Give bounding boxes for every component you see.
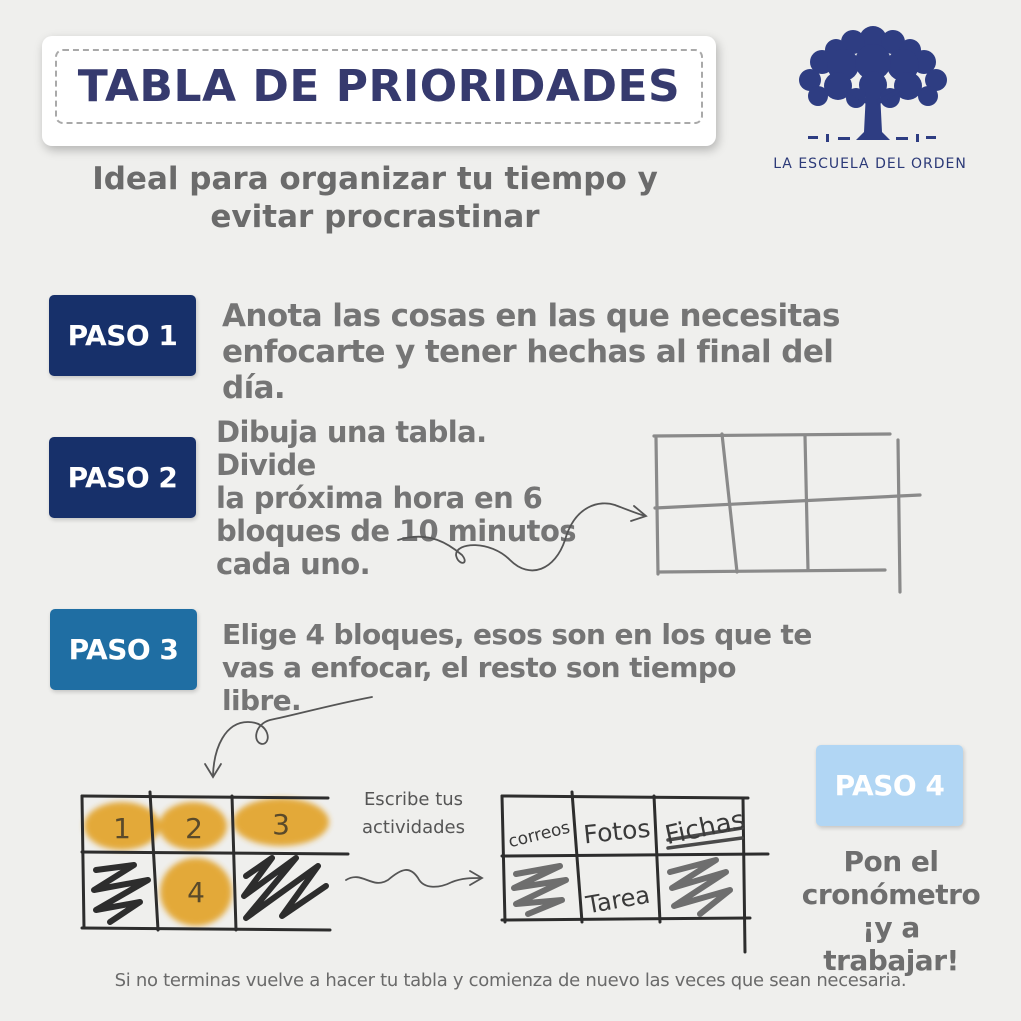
block-number-4: 4 bbox=[187, 876, 205, 909]
block-number-1: 1 bbox=[113, 812, 131, 845]
step-3-badge: PASO 3 bbox=[50, 609, 197, 690]
step-1-text: Anota las cosas en las que necesitas enfocarte y tener hechas al final del día. bbox=[222, 298, 840, 406]
curved-arrow-icon bbox=[213, 697, 372, 775]
activity-correos: correos bbox=[506, 817, 573, 853]
step-1-badge: PASO 1 bbox=[49, 295, 196, 376]
squiggle-arrow-icon bbox=[398, 503, 645, 570]
block-number-2: 2 bbox=[185, 812, 203, 845]
step-3-text: Elige 4 bloques, esos son en los que te vas a enfocar, el resto son tiempo libre. bbox=[222, 618, 812, 717]
block-number-3: 3 bbox=[272, 808, 290, 841]
footer-note: Si no terminas vuelve a hacer tu tabla y comienza de nuevo las veces que sean necesaria. bbox=[114, 970, 907, 991]
squiggle-arrow-2-icon bbox=[346, 870, 480, 887]
activity-fotos: Fotos bbox=[582, 813, 652, 850]
step-2-text: Dibuja una tabla. Divide la próxima hora en 6 bloques de 10 minutos cada uno. bbox=[216, 415, 576, 581]
empty-table-sketch bbox=[654, 434, 920, 592]
subtitle: Ideal para organizar tu tiempo y evitar procrastinar bbox=[92, 161, 658, 235]
step-2-badge: PASO 2 bbox=[49, 437, 196, 518]
write-activities-label: Escribe tus actividades bbox=[362, 789, 465, 838]
logo-text: LA ESCUELA DEL ORDEN bbox=[773, 156, 967, 172]
page-title: TABLA DE PRIORIDADES bbox=[77, 61, 681, 112]
step-4-text: Pon el cronómetro ¡y a trabajar! bbox=[801, 845, 981, 977]
activity-fichas: Fichas bbox=[662, 804, 748, 852]
step-4-badge: PASO 4 bbox=[816, 745, 963, 826]
activity-tarea: Tarea bbox=[583, 880, 653, 920]
